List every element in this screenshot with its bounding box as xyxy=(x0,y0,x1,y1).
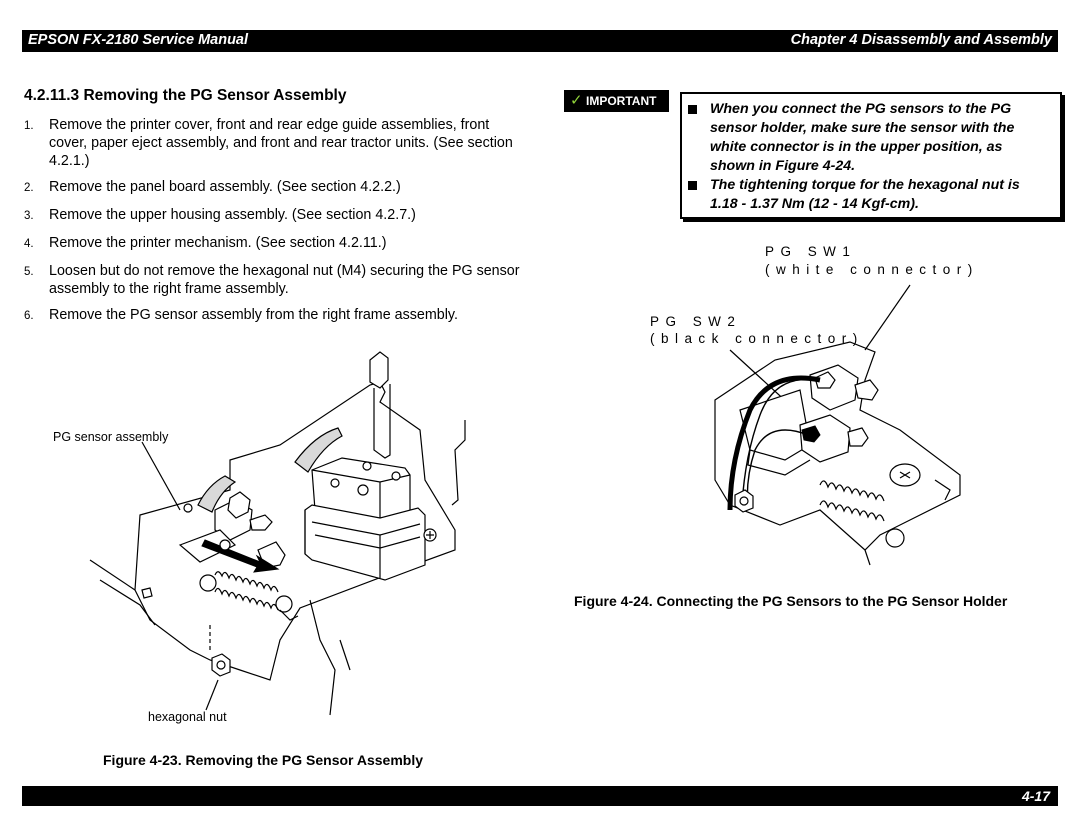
important-tag xyxy=(564,90,669,112)
manual-title: EPSON FX-2180 Service Manual xyxy=(28,32,249,48)
step-item xyxy=(24,234,524,252)
step-item xyxy=(24,262,524,298)
step-number: 1. xyxy=(24,120,34,132)
chapter-title: Chapter 4 Disassembly and Assembly xyxy=(790,32,1052,48)
procedure-steps xyxy=(24,116,524,324)
note-item xyxy=(688,176,1050,214)
step-text: Remove the printer cover, front and rear edge guide assemblies, front cover, paper eject assembly, and front and rear tractor units. (See section 4.2.1.) xyxy=(49,117,513,169)
step-text: Remove the printer mechanism. (See section 4.2.11.) xyxy=(49,235,387,251)
pg-sw2-connector-label: (black connector) xyxy=(650,331,864,346)
pg-sensor-assembly-illustration xyxy=(80,340,480,720)
step-item xyxy=(24,116,524,170)
important-label: IMPORTANT xyxy=(586,94,657,108)
step-item xyxy=(24,178,524,196)
figure-24-caption: Figure 4-24. Connecting the PG Sensors to the PG Sensor Holder xyxy=(574,593,1008,609)
step-text: Loosen but do not remove the hexagonal nut (M4) securing the PG sensor assembly to the right frame assembly. xyxy=(49,263,520,297)
pg-sw1-label: PG SW1 xyxy=(765,244,857,259)
step-number: 6. xyxy=(24,310,34,322)
step-number: 5. xyxy=(24,266,34,278)
step-number: 4. xyxy=(24,238,34,250)
section-title: 4.2.11.3 Removing the PG Sensor Assembly xyxy=(24,87,347,104)
step-text: Remove the upper housing assembly. (See section 4.2.7.) xyxy=(49,207,416,223)
check-icon: ✓ xyxy=(570,92,583,109)
square-bullet-icon xyxy=(688,105,697,114)
header-bar xyxy=(22,30,1058,52)
step-number: 3. xyxy=(24,210,34,222)
pg-sw1-connector-label: (white connector) xyxy=(765,262,979,277)
figure-23-caption: Figure 4-23. Removing the PG Sensor Assembly xyxy=(103,752,424,768)
hexagonal-nut-label: hexagonal nut xyxy=(148,710,227,724)
step-text: Remove the PG sensor assembly from the right frame assembly. xyxy=(49,307,458,323)
page-number: 4-17 xyxy=(1021,788,1050,804)
step-text: Remove the panel board assembly. (See section 4.2.2.) xyxy=(49,179,401,195)
note-text: When you connect the PG sensors to the PG sensor holder, make sure the sensor with the white connector is in the upper position, as shown in Figure 4-24. xyxy=(710,101,1015,174)
note-item xyxy=(688,100,1050,176)
important-note-box xyxy=(680,92,1062,219)
pg-sw2-label: PG SW2 xyxy=(650,314,742,329)
step-item xyxy=(24,306,524,324)
footer-bar xyxy=(22,786,1058,806)
square-bullet-icon xyxy=(688,181,697,190)
step-number: 2. xyxy=(24,182,34,194)
sensor-assembly-label: PG sensor assembly xyxy=(53,430,169,444)
note-text: The tightening torque for the hexagonal nut is 1.18 - 1.37 Nm (12 - 14 Kgf-cm). xyxy=(710,177,1020,212)
step-item xyxy=(24,206,524,224)
